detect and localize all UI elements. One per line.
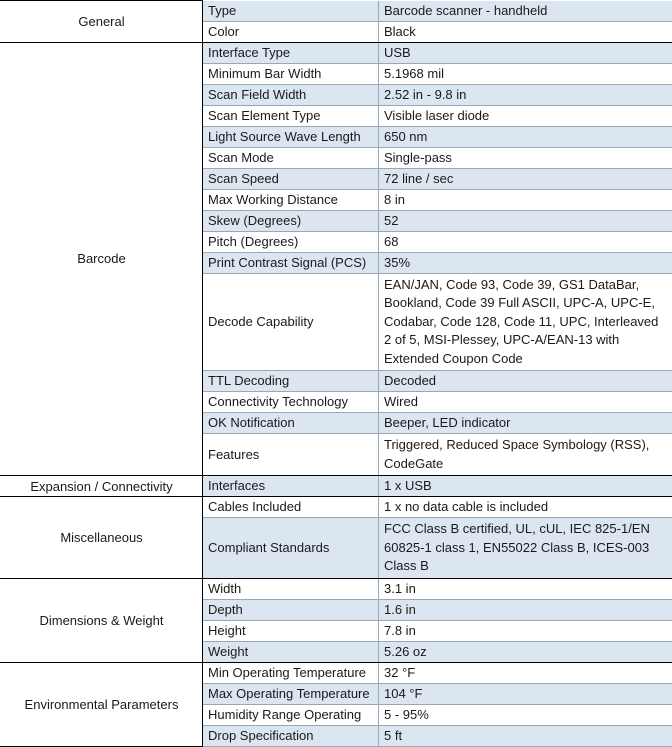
spec-label: Interface Type bbox=[203, 42, 379, 63]
spec-label: TTL Decoding bbox=[203, 371, 379, 392]
spec-value: 1.6 in bbox=[379, 599, 672, 620]
spec-value: Wired bbox=[379, 392, 672, 413]
spec-label: Min Operating Temperature bbox=[203, 662, 379, 683]
spec-label: Scan Speed bbox=[203, 168, 379, 189]
spec-value: 72 line / sec bbox=[379, 168, 672, 189]
group-label: Environmental Parameters bbox=[1, 662, 203, 746]
spec-value: EAN/JAN, Code 93, Code 39, GS1 DataBar, Bookland, Code 39 Full ASCII, UPC-A, UPC-E, Codabar, Code 128, Code 11, UPC, Interleaved 2 of 5, MSI-Plessey, UPC-A/EAN-13 with Extended Coupon Code bbox=[379, 273, 672, 371]
spec-value: FCC Class B certified, UL, cUL, IEC 825-1/EN 60825-1 class 1, EN55022 Class B, ICES-003 Class B bbox=[379, 518, 672, 579]
spec-label: Scan Field Width bbox=[203, 84, 379, 105]
spec-value: 7.8 in bbox=[379, 620, 672, 641]
spec-value: Decoded bbox=[379, 371, 672, 392]
spec-label: Weight bbox=[203, 641, 379, 662]
spec-label: Print Contrast Signal (PCS) bbox=[203, 252, 379, 273]
spec-value: 104 °F bbox=[379, 683, 672, 704]
spec-label: Skew (Degrees) bbox=[203, 210, 379, 231]
table-row bbox=[1, 497, 672, 518]
table-row bbox=[1, 578, 672, 599]
spec-label: Scan Mode bbox=[203, 147, 379, 168]
spec-value: Visible laser diode bbox=[379, 105, 672, 126]
group-label: Expansion / Connectivity bbox=[1, 476, 203, 497]
spec-label: Height bbox=[203, 620, 379, 641]
spec-label: Connectivity Technology bbox=[203, 392, 379, 413]
specification-table-body bbox=[1, 1, 672, 747]
table-row bbox=[1, 662, 672, 683]
spec-label: Features bbox=[203, 434, 379, 476]
spec-label: Pitch (Degrees) bbox=[203, 231, 379, 252]
group-label: Miscellaneous bbox=[1, 497, 203, 579]
spec-label: Compliant Standards bbox=[203, 518, 379, 579]
spec-label: Drop Specification bbox=[203, 725, 379, 746]
spec-label: Humidity Range Operating bbox=[203, 704, 379, 725]
spec-value: 650 nm bbox=[379, 126, 672, 147]
spec-value: 1 x no data cable is included bbox=[379, 497, 672, 518]
spec-label: Depth bbox=[203, 599, 379, 620]
spec-value: Black bbox=[379, 21, 672, 42]
spec-value: 5.26 oz bbox=[379, 641, 672, 662]
spec-value: Single-pass bbox=[379, 147, 672, 168]
spec-label: Max Working Distance bbox=[203, 189, 379, 210]
spec-label: Max Operating Temperature bbox=[203, 683, 379, 704]
spec-value: 52 bbox=[379, 210, 672, 231]
spec-label: Minimum Bar Width bbox=[203, 63, 379, 84]
spec-value: 5 - 95% bbox=[379, 704, 672, 725]
spec-label: Light Source Wave Length bbox=[203, 126, 379, 147]
spec-value: 3.1 in bbox=[379, 578, 672, 599]
spec-value: 35% bbox=[379, 252, 672, 273]
spec-value: Beeper, LED indicator bbox=[379, 413, 672, 434]
table-row bbox=[1, 42, 672, 63]
spec-value: 5.1968 mil bbox=[379, 63, 672, 84]
spec-label: Color bbox=[203, 21, 379, 42]
table-row bbox=[1, 476, 672, 497]
spec-value: 1 x USB bbox=[379, 476, 672, 497]
spec-value: Triggered, Reduced Space Symbology (RSS), CodeGate bbox=[379, 434, 672, 476]
spec-label: Width bbox=[203, 578, 379, 599]
spec-value: 5 ft bbox=[379, 725, 672, 746]
spec-value: Barcode scanner - handheld bbox=[379, 1, 672, 22]
spec-value: 32 °F bbox=[379, 662, 672, 683]
spec-label: Type bbox=[203, 1, 379, 22]
spec-label: OK Notification bbox=[203, 413, 379, 434]
spec-label: Scan Element Type bbox=[203, 105, 379, 126]
spec-value: 2.52 in - 9.8 in bbox=[379, 84, 672, 105]
spec-value: USB bbox=[379, 42, 672, 63]
spec-label: Interfaces bbox=[203, 476, 379, 497]
table-row bbox=[1, 1, 672, 22]
spec-value: 8 in bbox=[379, 189, 672, 210]
group-label: General bbox=[1, 1, 203, 43]
group-label: Barcode bbox=[1, 42, 203, 476]
group-label: Dimensions & Weight bbox=[1, 578, 203, 662]
spec-value: 68 bbox=[379, 231, 672, 252]
spec-label: Decode Capability bbox=[203, 273, 379, 371]
spec-label: Cables Included bbox=[203, 497, 379, 518]
